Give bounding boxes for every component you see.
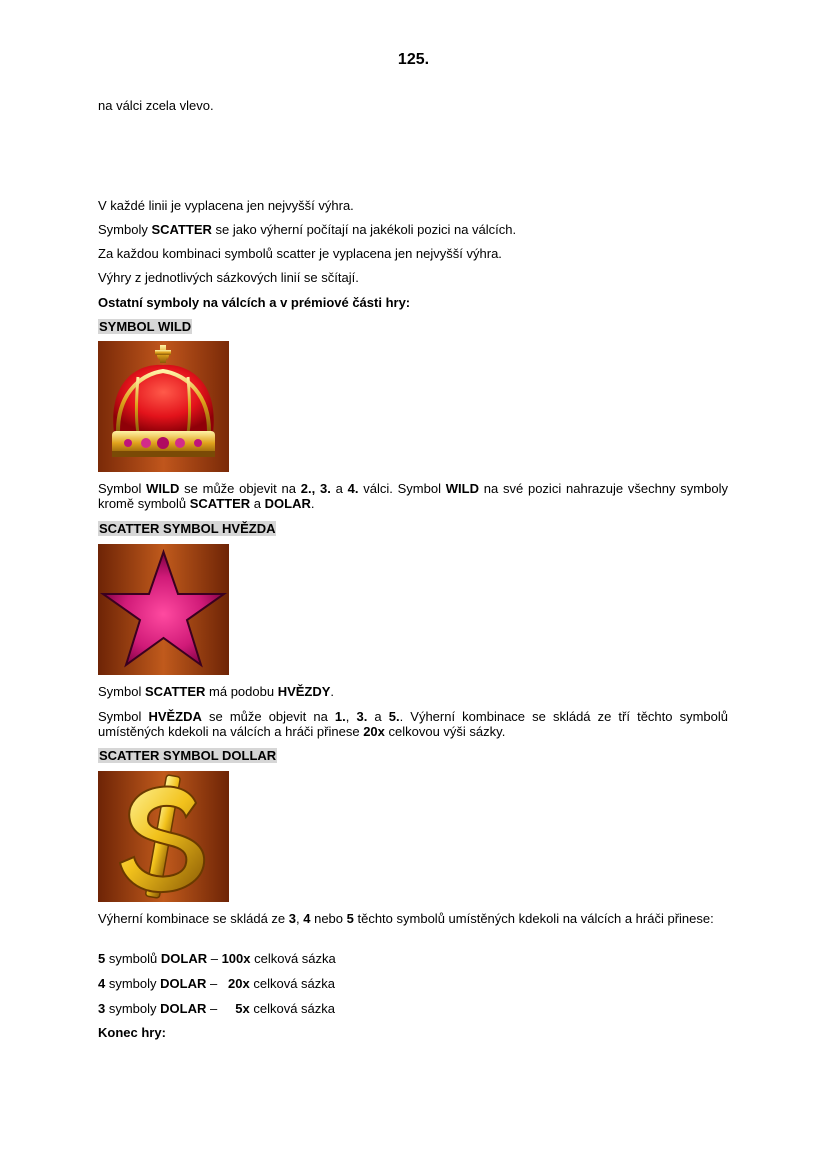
star-rule-paragraph: Symbol HVĚZDA se může objevit na 1., 3. a 5.. Výherní kombinace se skládá ze tří těchto symbolů umístěných kdekoli na válcích a hráči přinese 20x celkovou výši sázky.	[98, 709, 728, 739]
other-symbols-heading: Ostatní symboly na válcích a v prémiové části hry:	[98, 295, 411, 310]
intro-paragraph: na válci zcela vlevo.	[98, 98, 214, 113]
crown-icon	[98, 341, 229, 472]
end-game-heading: Konec hry:	[98, 1025, 166, 1040]
payout-row-4: 4 symboly DOLAR – 20x celková sázka	[98, 976, 336, 991]
line-payout-paragraph: V každé linii je vyplacena jen nejvyšší výhra.	[98, 198, 354, 213]
scatter-rule-paragraph: Symboly SCATTER se jako výherní počítají na jakékoli pozici na válcích.	[98, 222, 517, 237]
wild-heading-label: SYMBOL WILD	[99, 319, 192, 334]
payout-row-3: 3 symboly DOLAR – 5x celková sázka	[98, 1001, 335, 1016]
dollar-heading	[98, 748, 728, 763]
crown-image	[98, 341, 229, 472]
star-form-paragraph: Symbol SCATTER má podobu HVĚZDY.	[98, 684, 335, 699]
dollar-heading-label: SCATTER SYMBOL DOLLAR	[99, 748, 277, 763]
dollar-icon	[98, 771, 229, 902]
scatter-combo-paragraph: Za každou kombinaci symbolů scatter je vyplacena jen nejvyšší výhra.	[98, 246, 502, 261]
star-icon	[98, 544, 229, 675]
star-heading	[98, 521, 728, 536]
dollar-description: Výherní kombinace se skládá ze 3, 4 nebo 5 těchto symbolů umístěných kdekoli na válcích a hráči přinese:	[98, 911, 714, 926]
star-image	[98, 544, 229, 675]
wild-description: Symbol WILD se může objevit na 2., 3. a 4. válci. Symbol WILD na své pozici nahrazuje všechny symboly kromě symbolů SCATTER a DOLAR.	[98, 481, 728, 511]
wild-heading	[98, 319, 728, 334]
star-heading-label: SCATTER SYMBOL HVĚZDA	[99, 521, 276, 536]
sum-paragraph: Výhry z jednotlivých sázkových linií se sčítají.	[98, 270, 359, 285]
page-number: 125.	[397, 51, 430, 68]
dollar-image	[98, 771, 229, 902]
payout-row-5: 5 symbolů DOLAR – 100x celková sázka	[98, 951, 336, 966]
